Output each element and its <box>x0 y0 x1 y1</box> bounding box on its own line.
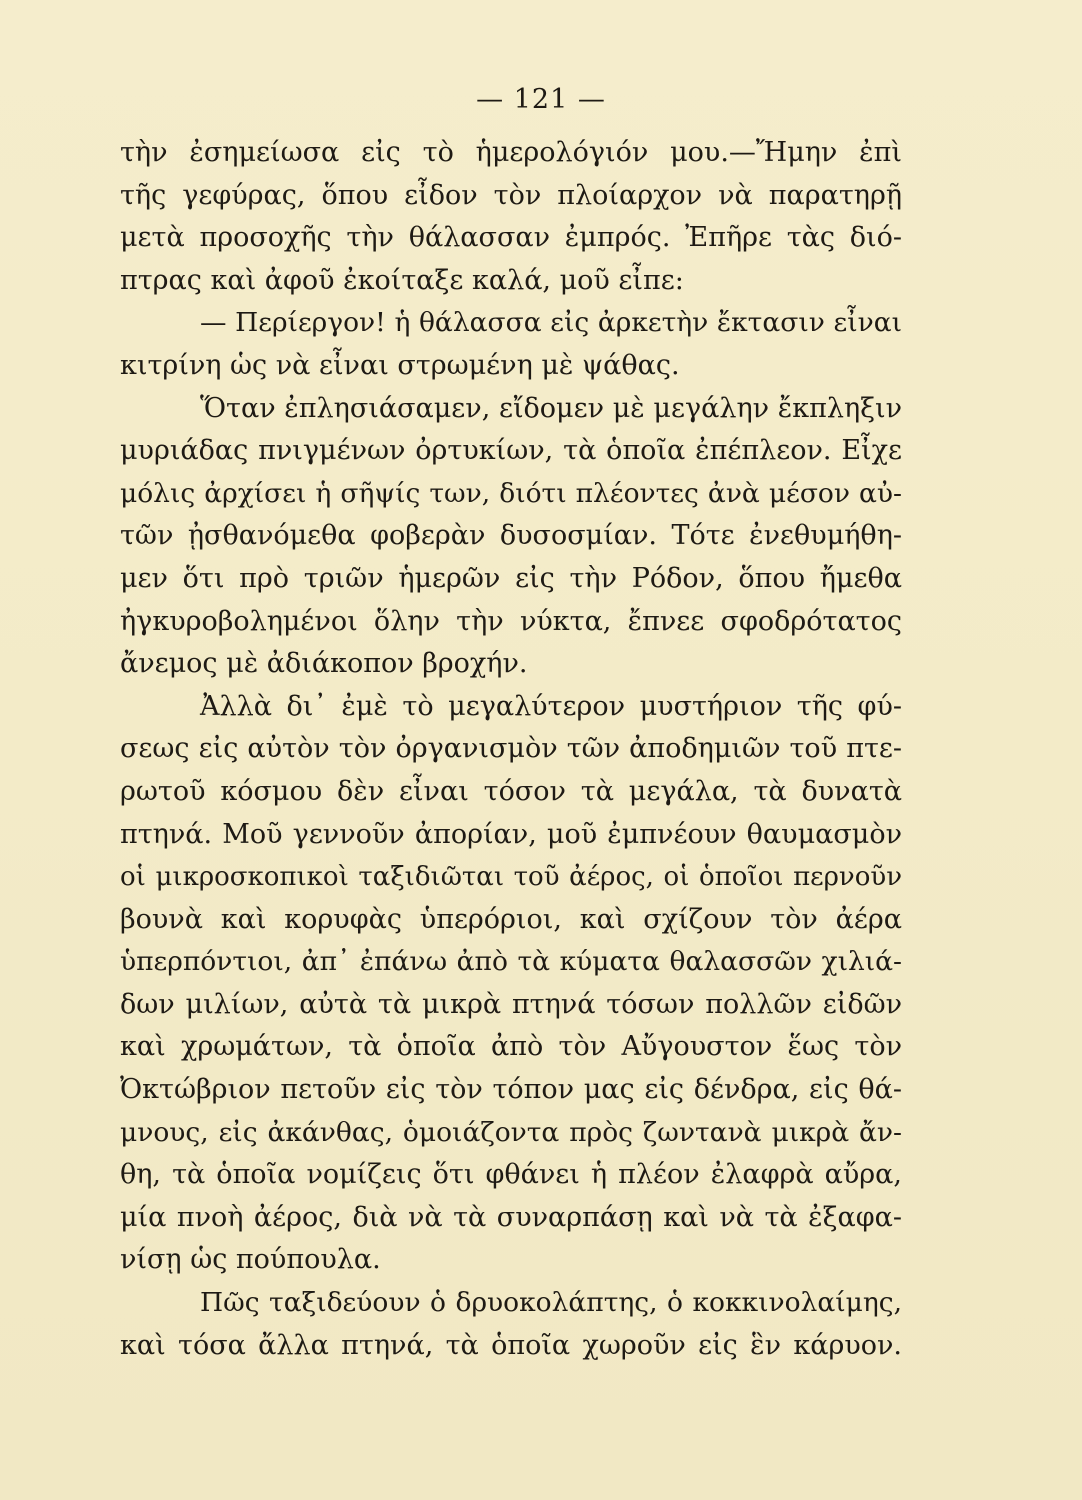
text-line: καὶ τόσα ἄλλα πτηνά, τὰ ὁποῖα χωροῦν εἰς ἓν κάρυον. <box>120 1329 902 1361</box>
body-text <box>120 132 902 1367</box>
text-line: θη, τὰ ὁποῖα νομίζεις ὅτι φθάνει ἡ πλέον ἐλαφρὰ αὔρα, <box>120 1159 902 1191</box>
text-line: μνους, εἰς ἀκάνθας, ὁμοιάζοντα πρὸς ζωντανὰ μικρὰ ἄν- <box>120 1116 902 1148</box>
text-line: μετὰ προσοχῆς τὴν θάλασσαν ἐμπρός. Ἐπῆρε τὰς διό- <box>120 222 902 254</box>
text-line: νίσῃ ὡς πούπουλα. <box>120 1244 381 1276</box>
text-line: ὑπερπόντιοι, ἀπ᾽ ἐπάνω ἀπὸ τὰ κύματα θαλασσῶν χιλιά- <box>120 946 902 978</box>
page-number: — 121 — <box>476 84 606 115</box>
text-line: ρωτοῦ κόσμου δὲν εἶναι τόσον τὰ μεγάλα, τὰ δυνατὰ <box>120 775 902 807</box>
text-line: δων μιλίων, αὐτὰ τὰ μικρὰ πτηνά τόσων πολλῶν εἰδῶν <box>120 988 902 1020</box>
text-line: μόλις ἀρχίσει ἡ σῆψίς των, διότι πλέοντες ἀνὰ μέσον αὐ- <box>120 477 902 509</box>
text-line: πτρας καὶ ἀφοῦ ἐκοίταξε καλά, μοῦ εἶπε: <box>120 264 684 296</box>
text-line: Ὅταν ἐπλησιάσαμεν, εἴδομεν μὲ μεγάλην ἔκπληξιν <box>200 392 902 424</box>
text-line: ἠγκυροβολημένοι ὅλην τὴν νύκτα, ἔπνεε σφοδρότατος <box>120 605 902 637</box>
text-line: Ἀλλὰ δι᾽ ἐμὲ τὸ μεγαλύτερον μυστήριον τῆς φύ- <box>200 690 902 722</box>
text-line: καὶ χρωμάτων, τὰ ὁποῖα ἀπὸ τὸν Αὔγουστον ἕως τὸν <box>120 1031 902 1063</box>
text-line: τῶν ᾐσθανόμεθα φοβερὰν δυσοσμίαν. Τότε ἐνεθυμήθη- <box>120 520 902 552</box>
text-line: μυριάδας πνιγμένων ὀρτυκίων, τὰ ὁποῖα ἐπέπλεον. Εἶχε <box>120 435 902 467</box>
text-line: κιτρίνη ὡς νὰ εἶναι στρωμένη μὲ ψάθας. <box>120 349 680 381</box>
text-line: — Περίεργον! ἡ θάλασσα εἰς ἀρκετὴν ἔκτασιν εἶναι <box>200 307 902 339</box>
text-line: τὴν ἐσημείωσα εἰς τὸ ἡμερολόγιόν μου.—Ἤμην ἐπὶ <box>120 137 902 168</box>
text-line: βουνὰ καὶ κορυφὰς ὑπερόριοι, καὶ σχίζουν τὸν ἀέρα <box>120 903 902 935</box>
text-line: τῆς γεφύρας, ὅπου εἶδον τὸν πλοίαρχον νὰ παρατηρῇ <box>120 179 902 211</box>
text-line: πτηνά. Μοῦ γεννοῦν ἀπορίαν, μοῦ ἐμπνέουν θαυμασμὸν <box>120 818 902 850</box>
text-line: Πῶς ταξιδεύουν ὁ δρυοκολάπτης, ὁ κοκκινολαίμης, <box>200 1287 902 1319</box>
text-line: οἱ μικροσκοπικοὶ ταξιδιῶται τοῦ ἀέρος, οἱ ὁποῖοι περνοῦν <box>120 862 902 893</box>
text-line: μεν ὅτι πρὸ τριῶν ἡμερῶν εἰς τὴν Ρόδον, ὅπου ἤμεθα <box>120 562 902 594</box>
text-line: σεως εἰς αὐτὸν τὸν ὀργανισμὸν τῶν ἀποδημιῶν τοῦ πτε- <box>120 733 902 765</box>
text-line: ἄνεμος μὲ ἀδιάκοπον βροχήν. <box>120 648 528 680</box>
text-line: Ὀκτώβριον πετοῦν εἰς τὸν τόπον μας εἰς δένδρα, εἰς θά- <box>120 1074 902 1106</box>
text-line: μία πνοὴ ἀέρος, διὰ νὰ τὰ συναρπάσῃ καὶ νὰ τὰ ἐξαφα- <box>120 1201 902 1233</box>
